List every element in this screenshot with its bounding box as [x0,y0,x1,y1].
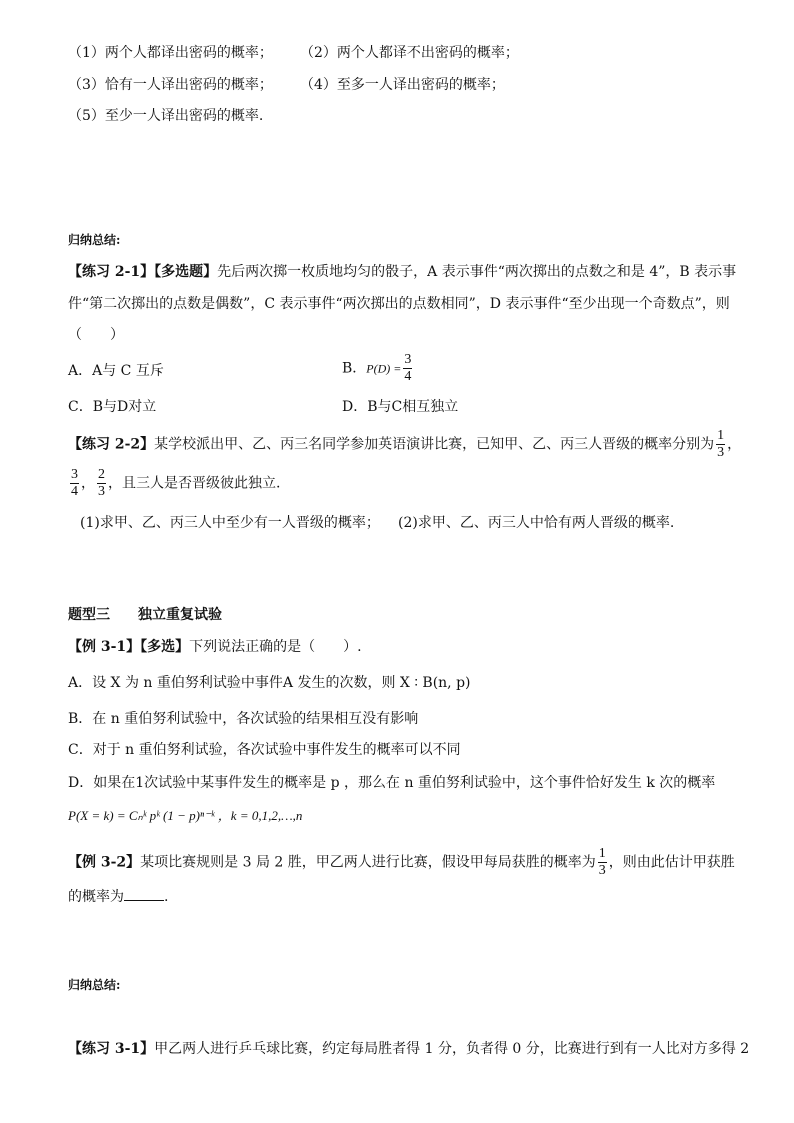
exercise-2-2-text1: 某学校派出甲、乙、丙三名同学参加英语演讲比赛，已知甲、乙、丙三人晋级的概率分别为 [154,436,715,453]
exercise-2-1-option-b [342,352,414,385]
example-3-1-tag: 【例 3-1】【多选】 [68,639,190,655]
example-3-2-text2: 的概率为 [68,889,124,905]
exercise-2-1-option-c: C．B与D对立 [68,399,157,415]
frac-numerator: 1 [598,846,606,861]
section-heading-3: 题型三 独立重复试验 [68,607,222,623]
exercise-2-2-fraction-2 [70,467,79,500]
answer-blank[interactable] [124,886,164,901]
summary-heading-1: 归纳总结: [68,233,121,247]
example-3-2-fraction [598,846,607,879]
exercise-3-1-text1: 甲乙两人进行乒乓球比赛，约定每局胜者得 1 分，负者得 0 分，比赛进行到有一人比对方多得 2 [154,1041,750,1057]
summary-heading-2: 归纳总结: [68,978,121,992]
exercise-2-1-tag: 【练习 2-1】【多选题】 [68,264,218,280]
exercise-2-2-line1: 【练习 2-2】某学校派出甲、乙、丙三名同学参加英语演讲比赛，已知甲、乙、丙三人晋级的概率分别为 $\frac{1}{3}$ ， [68,428,742,460]
q-item-2: （2）两个人都译不出密码的概率； [300,45,519,61]
frac-denominator: 4 [71,484,78,499]
example-3-2-text1: 某项比赛规则是 3 局 2 胜，甲乙两人进行比赛，假设甲每局获胜的概率为 [140,854,596,871]
exercise-2-2-sub2: (2)求甲、乙、丙三人中恰有两人晋级的概率. [398,515,675,531]
example-3-1-option-c: C．对于 n 重伯努利试验，各次试验中事件发生的概率可以不同 [68,742,461,758]
q-item-1: （1）两个人都译出密码的概率； [68,45,273,61]
example-3-1-text: 下列说法正确的是（ ）. [189,639,362,655]
frac-denominator: 3 [717,445,725,460]
example-3-2-line1 [68,846,735,879]
example-3-1-option-a: A．设 X 为 n 重伯努利试验中事件A 发生的次数，则 X ∶ B(n, p) [68,675,471,691]
option-b-math: P(D) = [366,361,402,376]
exercise-2-1-line3: （ ） [68,327,124,343]
exercise-3-1-line1 [68,1039,749,1059]
example-3-2-text1-tail: ，则由此估计甲获胜 [608,854,735,871]
example-3-1-formula: P(X = k) = Cₙᵏ pᵏ (1 − p)ⁿ⁻ᵏ ，k = 0,1,2,…,n [68,808,303,823]
frac-denominator: 4 [404,369,412,384]
exercise-3-1-tag: 【练习 3-1】 [68,1041,155,1057]
exercise-2-1-line1 [68,262,736,282]
exercise-2-2-text2: ，且三人是否晋级彼此独立. [108,475,281,492]
frac-numerator: 3 [404,352,412,367]
frac-denominator: 3 [598,863,606,878]
exercise-2-2-line2: $\frac{3}{4}$ ， $\frac{2}{3}$ ，且三人是否晋级彼此独立. [71,467,281,499]
frac-numerator: 2 [98,467,105,482]
exercise-2-1-line2: 件“第二次掷出的点数是偶数”，C 表示事件“两次掷出的点数相同”，D 表示事件“至少出现一个奇数点”，则 [68,296,730,312]
example-3-1-option-d: D．如果在1次试验中某事件发生的概率是 p ，那么在 n 重伯努利试验中，这个事件恰好发生 k 次的概率 [68,775,716,791]
exercise-2-2-tag: 【练习 2-2】 [68,436,155,453]
q-item-3: （3）恰有一人译出密码的概率； [68,77,273,93]
exercise-2-2-fraction-3 [97,467,106,500]
exercise-2-2-fraction-1 [716,428,725,461]
exercise-2-1-text1: 先后两次掷一枚质地均匀的骰子，A 表示事件“两次掷出的点数之和是 4”，B 表示事 [217,264,737,280]
exercise-2-1-option-d: D．B与C相互独立 [342,399,459,415]
option-b-fraction [403,352,412,385]
frac-denominator: 3 [98,484,105,499]
option-b-prefix: B． [342,360,367,377]
q-item-5: （5）至少一人译出密码的概率. [68,108,264,124]
example-3-2-tag: 【例 3-2】 [68,854,141,871]
example-3-2-line2: 的概率为 . [68,886,168,907]
exercise-2-2-sub1: (1)求甲、乙、丙三人中至少有一人晋级的概率； [80,515,380,531]
example-3-1-stem [68,637,362,657]
frac-numerator: 3 [71,467,78,482]
frac-numerator: 1 [717,428,725,443]
q-item-4: （4）至多一人译出密码的概率； [300,77,505,93]
exercise-2-1-option-a: A．A与 C 互斥 [68,363,164,379]
example-3-1-option-b: B．在 n 重伯努利试验中，各次试验的结果相互没有影响 [68,711,419,727]
